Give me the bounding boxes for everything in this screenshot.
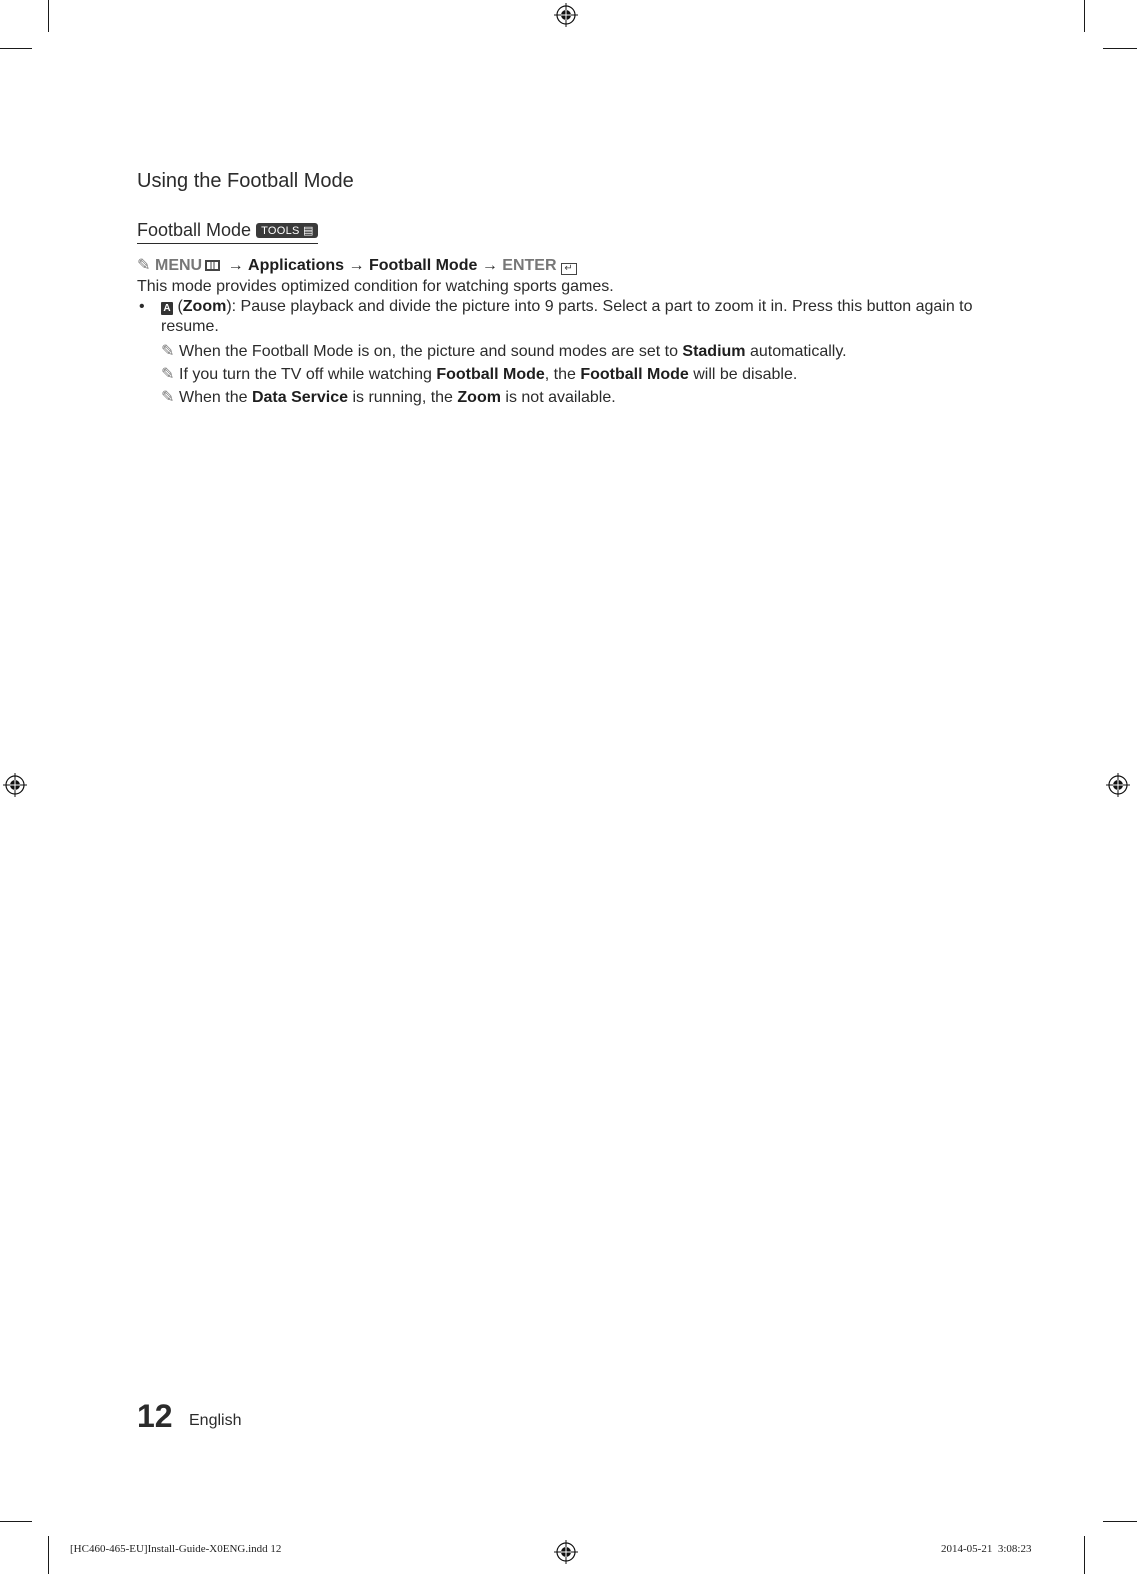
subsection-title (137, 220, 318, 244)
note-pencil-icon: ✎ (161, 366, 175, 383)
a-button-icon: A (161, 302, 173, 315)
crop-mark (0, 48, 32, 49)
note-text: If you turn the TV off while watching (179, 366, 437, 383)
menu-step-applications: Applications (248, 257, 345, 274)
menu-icon (205, 260, 220, 271)
tools-badge (256, 223, 318, 238)
menu-arrow: → (348, 257, 365, 274)
note-item (161, 341, 847, 361)
zoom-term: Zoom (182, 298, 227, 315)
crop-mark (48, 0, 49, 32)
subsection-title-text: Football Mode (137, 220, 252, 240)
registration-mark-icon (554, 1540, 578, 1564)
bullet-dot: • (139, 298, 145, 315)
menu-step-football-mode: Football Mode (368, 257, 478, 274)
crop-mark (48, 1536, 49, 1574)
crop-mark (1103, 48, 1137, 49)
crop-mark (0, 1521, 32, 1522)
note-bold: Data Service (251, 389, 348, 406)
note-text: , the (544, 366, 581, 383)
print-slug-file: [HC460-465-EU]Install-Guide-X0ENG.indd 12 (70, 1543, 282, 1555)
tools-badge-label: TOOLS (261, 225, 300, 237)
page-number: 12 (137, 1398, 173, 1434)
crop-mark (1103, 1521, 1137, 1522)
registration-mark-icon (3, 773, 27, 797)
print-slug-time: 3:08:23 (992, 1543, 1032, 1555)
note-bold: Football Mode (436, 366, 545, 383)
note-text: is running, the (348, 389, 458, 406)
crop-mark (1084, 1536, 1085, 1574)
note-text: When the Football Mode is on, the picture and sound modes are set to (179, 343, 683, 360)
enter-label: ENTER (502, 257, 557, 274)
note-pencil-icon: ✎ (161, 343, 175, 360)
note-bold: Football Mode (580, 366, 689, 383)
note-pencil-icon: ✎ (137, 257, 151, 274)
zoom-bullet (161, 298, 973, 316)
zoom-open-paren: ( (173, 298, 183, 315)
zoom-description-continued: resume. (161, 318, 219, 335)
note-bold: Zoom (457, 389, 501, 406)
menu-arrow: → (481, 257, 498, 274)
note-bold: Stadium (682, 343, 746, 360)
note-text: will be disable. (688, 366, 798, 383)
note-item (161, 387, 616, 407)
note-text: When the (179, 389, 252, 406)
note-text: automatically. (745, 343, 847, 360)
print-slug-datetime (941, 1543, 1031, 1555)
menu-path (137, 255, 577, 275)
description: This mode provides optimized condition for watching sports games. (137, 278, 614, 295)
zoom-description: ): Pause playback and divide the picture into 9 parts. Select a part to zoom it in. Press this button again to (226, 298, 973, 315)
registration-mark-icon (554, 3, 578, 27)
menu-arrow: → (227, 257, 244, 274)
note-text: is not available. (500, 389, 616, 406)
tools-icon: ▤ (299, 225, 314, 237)
print-slug-date: 2014-05-21 (941, 1543, 993, 1555)
section-title: Using the Football Mode (137, 170, 354, 192)
page-language: English (189, 1412, 242, 1429)
registration-mark-icon (1106, 773, 1130, 797)
note-item (161, 364, 797, 384)
note-pencil-icon: ✎ (161, 389, 175, 406)
enter-icon: ↵ (561, 263, 577, 275)
menu-label: MENU (155, 257, 203, 274)
crop-mark (1084, 0, 1085, 32)
